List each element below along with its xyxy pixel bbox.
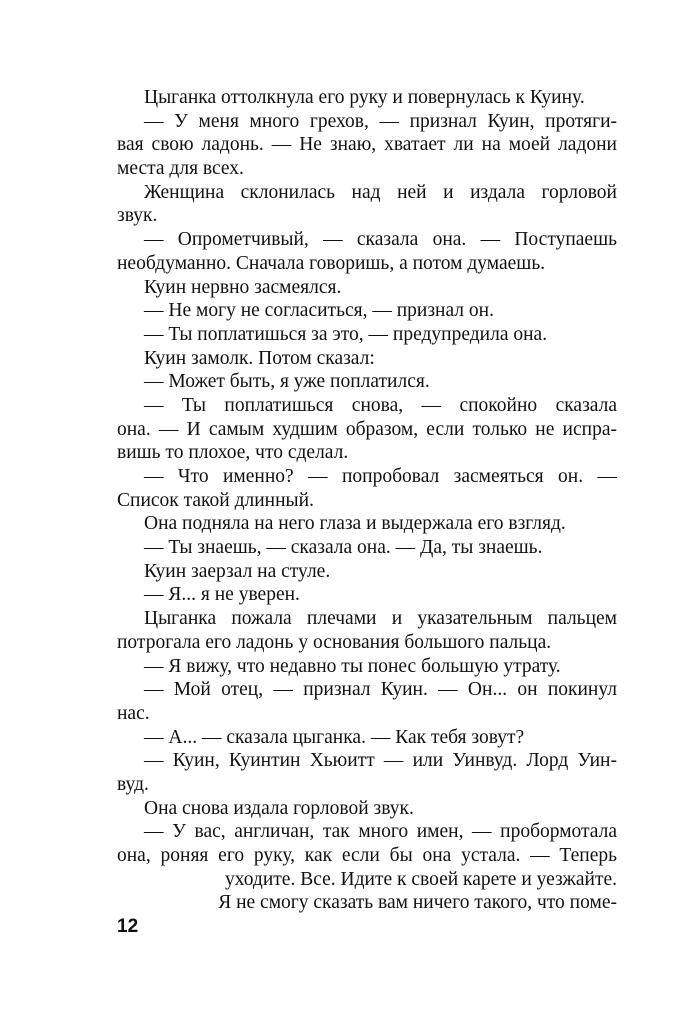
text-line: — Я... я не уверен. bbox=[144, 584, 300, 606]
text-line: вуд. bbox=[117, 773, 149, 795]
text-line: Она снова издала горловой звук. bbox=[144, 797, 414, 819]
text-line: она. — И самым худшим образом, если только не испра- bbox=[117, 418, 617, 440]
text-line: необдуманно. Сначала говоришь, а потом думаешь. bbox=[117, 252, 546, 274]
text-line: — Что именно? — попробовал засмеяться он. — bbox=[144, 466, 617, 487]
page-number: 12 bbox=[117, 916, 139, 937]
text-line: звук. bbox=[117, 205, 158, 227]
text-line: Она подняла на него глаза и выдержала его взгляд. bbox=[144, 513, 566, 535]
text-line: — У вас, англичан, так много имен, — пробормотала bbox=[144, 821, 617, 843]
text-line: — Я вижу, что недавно ты понес большую утрату. bbox=[144, 655, 561, 677]
text-line: потрогала его ладонь у основания большого пальца. bbox=[117, 631, 552, 653]
text-line: Куин замолк. Потом сказал: bbox=[144, 347, 375, 369]
text-line: — Может быть, я уже поплатился. bbox=[144, 371, 430, 393]
body-text bbox=[117, 86, 617, 915]
text-line: Женщина склонилась над ней и издала горловой bbox=[144, 181, 617, 203]
text-line: Куин заерзал на стуле. bbox=[144, 560, 331, 582]
text-line: она, роняя его руку, как если бы она устала. — Теперь bbox=[117, 845, 617, 866]
text-line: — Опрометчивый, — сказала она. — Поступаешь bbox=[144, 229, 617, 251]
text-line: — Мой отец, — признал Куин. — Он... он покинул bbox=[144, 679, 617, 701]
text-line: Я не смогу сказать вам ничего такого, что поме- bbox=[218, 892, 617, 914]
text-line: — Куин, Куинтин Хьюитт — или Уинвуд. Лорд Уин- bbox=[144, 750, 617, 772]
text-line: — Ты поплатишься за это, — предупредила она. bbox=[144, 323, 548, 345]
text-line: нас. bbox=[117, 702, 150, 724]
text-line: Цыганка оттолкнула его руку и повернулась к Куину. bbox=[144, 87, 585, 108]
text-line: уходите. Все. Идите к своей карете и уезжайте. bbox=[224, 868, 617, 890]
text-line: вишь то плохое, что сделал. bbox=[117, 442, 349, 464]
text-line: вая свою ладонь. — Не знаю, хватает ли на моей ладони bbox=[117, 134, 617, 156]
text-line: — Ты поплатишься снова, — спокойно сказала bbox=[144, 394, 617, 416]
text-line: Цыганка пожала плечами и указательным пальцем bbox=[144, 608, 617, 630]
text-line: Куин нервно засмеялся. bbox=[144, 276, 342, 298]
text-line: места для всех. bbox=[117, 158, 244, 180]
text-line: Список такой длинный. bbox=[117, 489, 314, 511]
text-line: — А... — сказала цыганка. — Как тебя зовут? bbox=[144, 726, 525, 748]
text-line: — Ты знаешь, — сказала она. — Да, ты знаешь. bbox=[144, 537, 543, 559]
text-line: — У меня много грехов, — признал Куин, протяги- bbox=[144, 110, 617, 132]
text-line: — Не могу не согласиться, — признал он. bbox=[144, 300, 494, 322]
